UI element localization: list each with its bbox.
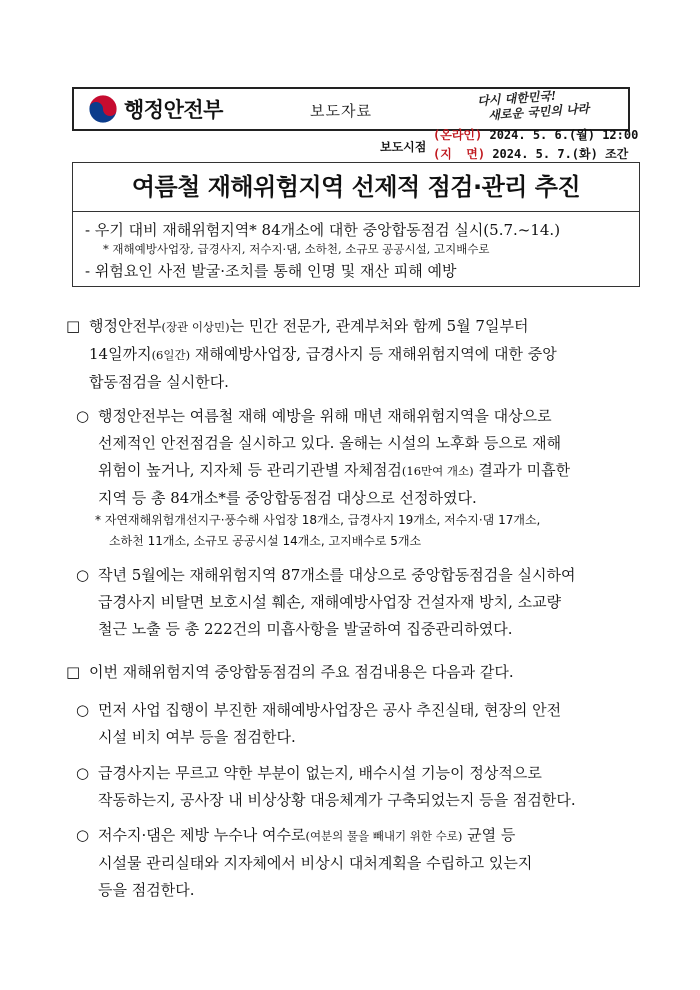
square-bullet: □ bbox=[66, 317, 81, 335]
online-time: 2024. 5. 6.(월) 12:00 bbox=[489, 128, 639, 142]
summary-footnote: * 재해예방사업장, 급경사지, 저수지·댐, 소하천, 소규모 공공시설, 고지배수로 bbox=[103, 242, 490, 256]
summary-line-1: - 우기 대비 재해위험지역* 84개소에 대한 중앙합동점검 실시(5.7.~14.) bbox=[85, 221, 561, 239]
p5-line-1: 먼저 사업 집행이 부진한 재해예방사업장은 공사 추진실태, 현장의 안전 bbox=[98, 701, 562, 719]
p3-line-3: 철근 노출 등 총 222건의 미흡사항을 발굴하여 집중관리하였다. bbox=[98, 620, 513, 638]
online-tag: (온라인) bbox=[433, 128, 483, 142]
square-bullet: □ bbox=[66, 663, 81, 681]
paragraph-6 bbox=[76, 760, 641, 814]
p2-line-2: 선제적인 안전점검을 실시하고 있다. 올해는 시설의 노후화 등으로 재해 bbox=[98, 434, 562, 452]
p2-text-e: 결과가 미흡한 bbox=[473, 461, 571, 479]
paragraph-2 bbox=[76, 403, 641, 512]
p3-line-1: 작년 5월에는 재해위험지역 87개소를 대상으로 중앙합동점검을 실시하여 bbox=[98, 566, 576, 584]
p1-text-d: 14일까지 bbox=[89, 345, 152, 363]
p1-text-a: 행정안전부 bbox=[89, 317, 162, 335]
p2-line-4: 지역 등 총 84개소*를 중앙합동점검 대상으로 선정하였다. bbox=[98, 489, 477, 507]
title-box bbox=[72, 162, 640, 212]
p5-line-2: 시설 비치 여부 등을 점검한다. bbox=[98, 728, 296, 746]
slogan-line-2: 새로운 국민의 나라 bbox=[487, 101, 590, 123]
p7-text-c: 균열 등 bbox=[462, 826, 516, 844]
p4-line-1: 이번 재해위험지역 중앙합동점검의 주요 점검내용은 다음과 같다. bbox=[89, 663, 514, 681]
paragraph-7 bbox=[76, 822, 641, 904]
p1-text-f: 재해예방사업장, 급경사지 등 재해위험지역에 대한 중앙 bbox=[190, 345, 557, 363]
release-online-row bbox=[433, 126, 638, 143]
p3-line-2: 급경사지 비탈면 보호시설 훼손, 재해예방사업장 건설자재 방치, 소교량 bbox=[98, 593, 562, 611]
slogan-line-1: 다시 대한민국! bbox=[476, 88, 557, 109]
p2-count-note: (16만여 개소) bbox=[401, 464, 474, 478]
summary-line-2: - 위험요인 사전 발굴·조치를 통해 인명 및 재산 피해 예방 bbox=[85, 262, 457, 280]
p6-line-2: 작동하는지, 공사장 내 비상상황 대응체계가 구축되었는지 등을 점검한다. bbox=[98, 791, 576, 809]
p7-spillway-note: (여분의 물을 빼내기 위한 수로) bbox=[305, 829, 463, 843]
taegeuk-emblem-icon bbox=[88, 94, 118, 124]
p7-text-a: 저수지·댐은 제방 누수나 여수로 bbox=[98, 826, 306, 844]
paragraph-5 bbox=[76, 697, 641, 751]
release-label: 보도시점 bbox=[380, 140, 427, 154]
circle-bullet: ○ bbox=[76, 826, 90, 844]
p1-minister-note: (장관 이상민) bbox=[161, 320, 230, 334]
p1-text-g: 합동점검을 실시한다. bbox=[89, 373, 229, 391]
circle-bullet: ○ bbox=[76, 407, 90, 425]
circle-bullet: ○ bbox=[76, 566, 90, 584]
summary-box bbox=[72, 212, 640, 287]
footnote bbox=[95, 510, 635, 552]
press-title: 여름철 재해위험지역 선제적 점검·관리 추진 bbox=[131, 173, 581, 201]
footnote-line-2: 소하천 11개소, 소규모 공공시설 14개소, 고지배수로 5개소 bbox=[109, 534, 422, 548]
ministry-name: 행정안전부 bbox=[124, 98, 223, 122]
footnote-line-1: * 자연재해위험개선지구·풍수해 사업장 18개소, 급경사지 19개소, 저수지·댐 17개소, bbox=[95, 513, 541, 527]
ministry-logo bbox=[88, 94, 223, 124]
p1-duration-note: (6일간) bbox=[151, 348, 191, 362]
p7-line-3: 등을 점검한다. bbox=[98, 881, 195, 899]
circle-bullet: ○ bbox=[76, 701, 90, 719]
paragraph-1 bbox=[66, 313, 636, 396]
p2-line-1: 행정안전부는 여름철 재해 예방을 위해 매년 재해위험지역을 대상으로 bbox=[98, 407, 552, 425]
print-time: 2024. 5. 7.(화) 조간 bbox=[492, 147, 629, 161]
paragraph-3 bbox=[76, 562, 641, 643]
p1-text-c: 는 민간 전문가, 관계부처와 함께 5월 7일부터 bbox=[229, 317, 529, 335]
circle-bullet: ○ bbox=[76, 764, 90, 782]
print-tag: (지 면) bbox=[433, 147, 486, 161]
header-box bbox=[72, 87, 630, 131]
p2-text-c: 위험이 높거나, 지자체 등 관리기관별 자체점검 bbox=[98, 461, 402, 479]
document-type: 보도자료 bbox=[310, 102, 372, 120]
p6-line-1: 급경사지는 무르고 약한 부분이 없는지, 배수시설 기능이 정상적으로 bbox=[98, 764, 542, 782]
release-print-row bbox=[433, 145, 628, 162]
paragraph-4 bbox=[66, 659, 636, 686]
p7-line-2: 시설물 관리실태와 지자체에서 비상시 대처계획을 수립하고 있는지 bbox=[98, 854, 533, 872]
